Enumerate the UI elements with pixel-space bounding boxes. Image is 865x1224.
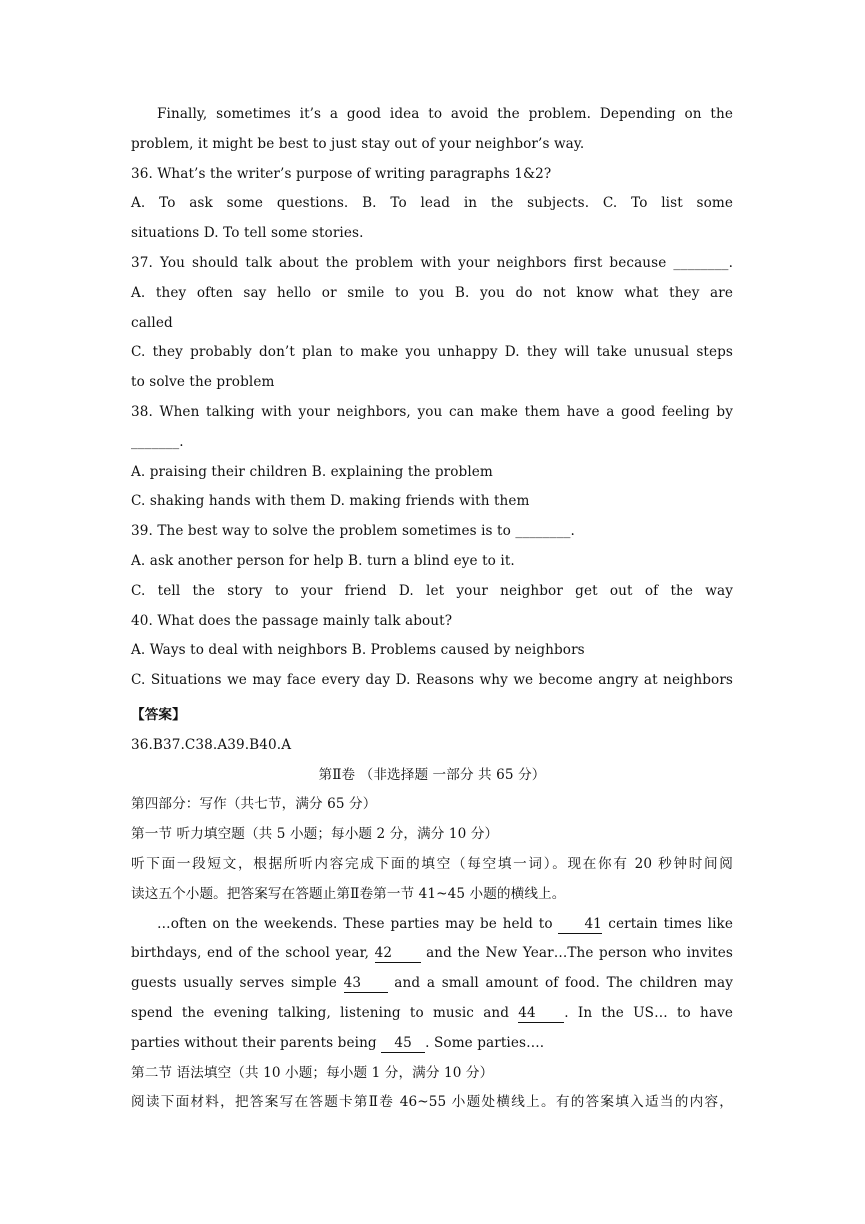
answer-heading: 【答案】 [131, 706, 186, 723]
question-38-options: C. shaking hands with them D. making friends with them [131, 493, 530, 510]
blank-43: 43 [344, 976, 388, 993]
document-page [131, 100, 733, 1118]
question-39-options: A. ask another person for help B. turn a blind eye to it. [131, 552, 515, 569]
passage-line: problem, it might be best to just stay out of your neighbor’s way. [131, 135, 585, 152]
question-37-options: to solve the problem [131, 374, 275, 391]
question-36-options: A. To ask some questions. B. To lead in the subjects. C. To list some [131, 195, 733, 212]
listening-passage-line [131, 910, 733, 940]
section-2-heading: 第二节 语法填空（共 10 小题；每小题 1 分，满分 10 分） [131, 1064, 494, 1081]
question-38-options: A. praising their children B. explaining the problem [131, 463, 493, 480]
passage-text: certain times like [602, 915, 734, 932]
question-36-stem: 36. What’s the writer’s purpose of writing paragraphs 1&2? [131, 165, 552, 182]
blank-45: 45 [381, 1036, 425, 1053]
listening-passage-line [131, 1029, 733, 1059]
listening-passage-line [131, 939, 733, 969]
passage-text: and the New Year…The person who invites [420, 945, 733, 962]
question-36-options: situations D. To tell some stories. [131, 225, 364, 242]
passage-line: Finally, sometimes it’s a good idea to avoid the problem. Depending on the [157, 106, 733, 122]
listening-passage-line [131, 999, 733, 1029]
question-37-options: C. they probably don’t plan to make you unhappy D. they will take unusual steps [131, 344, 733, 361]
question-38-stem: _______. [131, 433, 184, 450]
question-39-stem: 39. The best way to solve the problem sometimes is to ________. [131, 523, 575, 540]
question-37-options: called [131, 314, 173, 331]
question-40-stem: 40. What does the passage mainly talk about? [131, 612, 453, 629]
passage-text: and a small amount of food. The children may [387, 975, 733, 992]
passage-text: . Some parties…. [425, 1034, 545, 1051]
blank-42: 42 [375, 946, 421, 963]
passage-text: birthdays, end of the school year, [131, 945, 375, 962]
question-39-options: C. tell the story to your friend D. let your neighbor get out of the way [131, 582, 733, 599]
question-40-options: C. Situations we may face every day D. Reasons why we become angry at neighbors [131, 672, 733, 689]
passage-text: spend the evening talking, listening to music and [131, 1004, 519, 1021]
passage-text: guests usually serves simple [131, 975, 344, 992]
question-37-stem: 37. You should talk about the problem with your neighbors first because ________. [131, 254, 733, 271]
section-1-heading: 第一节 听力填空题（共 5 小题；每小题 2 分，满分 10 分） [131, 826, 499, 843]
section-2-instructions: 阅读下面材料，把答案写在答题卡第Ⅱ卷 46~55 小题处横线上。有的答案填入适当的内容， [131, 1094, 733, 1111]
part-heading: 第四部分：写作（共七节，满分 65 分） [131, 796, 377, 813]
blank-41: 41 [558, 917, 602, 934]
section-1-instructions: 听下面一段短文，根据所听内容完成下面的填空（每空填一词）。现在你有 20 秒钟时间阅 [131, 855, 733, 872]
listening-passage-line [131, 969, 733, 999]
volume-heading: 第Ⅱ卷 （非选择题 一部分 共 65 分） [318, 766, 546, 783]
passage-text: . In the US… to have [564, 1004, 733, 1021]
blank-44: 44 [518, 1006, 564, 1023]
question-40-options: A. Ways to deal with neighbors B. Problems caused by neighbors [131, 642, 585, 659]
answer-key: 36.B37.C38.A39.B40.A [131, 736, 292, 753]
passage-text: parties without their parents being [131, 1034, 382, 1051]
question-37-options: A. they often say hello or smile to you B. you do not know what they are [131, 284, 733, 301]
question-38-stem: 38. When talking with your neighbors, you can make them have a good feeling by [131, 403, 733, 420]
passage-text: …often on the weekends. These parties may be held to [157, 915, 559, 932]
section-1-instructions: 读这五个小题。把答案写在答题止第Ⅱ卷第一节 41~45 小题的横线上。 [131, 885, 566, 902]
